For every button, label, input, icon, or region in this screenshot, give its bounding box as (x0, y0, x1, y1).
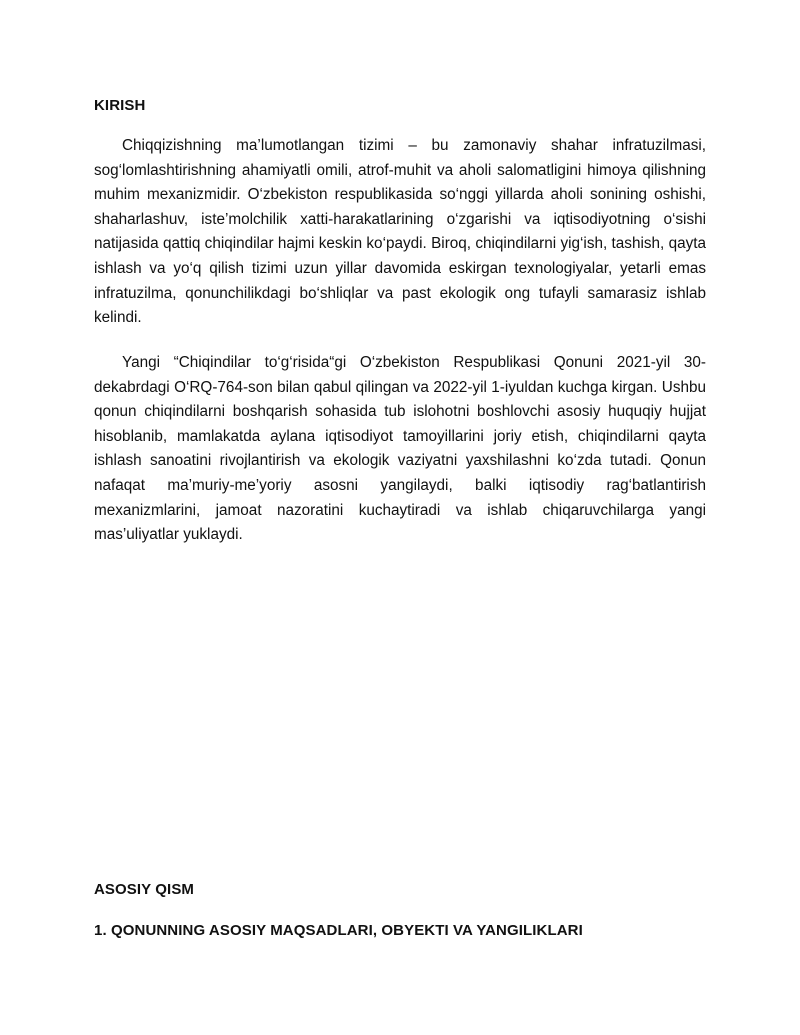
intro-paragraph-1: Chiqqizishning ma’lumotlangan tizimi – bu zamonaviy shahar infratuzilmasi, sog‘lomlashtirishning ahamiyatli omili, atrof-muhit va aholi salomatligini himoya qilishning muhim mexanizmidir. O‘zbekiston respublikasida so‘nggi yillarda aholi sonining oshishi, shaharlashuv, iste’molchilik xatti-harakatlarining o‘zgarishi va iqtisodiyotning o‘sishi natijasida qattiq chiqindilar hajmi keskin ko‘paydi. Biroq, chiqindilarni yig‘ish, tashish, qayta ishlash va yo‘q qilish tizimi uzun yillar davomida eskirgan texnologiyalar, yetarli emas infratuzilma, qonunchilikdagi bo‘shliqlar va past ekologik ong tufayli samarasiz ishlab kelindi. (94, 137, 706, 327)
intro-heading: KIRISH (94, 97, 146, 114)
main-part-heading: ASOSIY QISM (94, 881, 195, 898)
section-1-heading: 1. QONUNNING ASOSIY MAQSADLARI, OBYEKTI VA YANGILIKLARI (94, 922, 583, 939)
intro-paragraph-2: Yangi “Chiqindilar to‘g‘risida“gi O‘zbekiston Respublikasi Qonuni 2021-yil 30-dekabrdagi O‘RQ-764-son bilan qabul qilingan va 2022-yil 1-iyuldan kuchga kirgan. Ushbu qonun chiqindilarni boshqarish sohasida tub islohotni boshlovchi asosiy huquqiy hujjat hisoblanib, mamlakatda aylana iqtisodiyot tamoyillarini joriy etish, chiqindilarni qayta ishlash sanoatini rivojlantirish va ekologik vaziyatni yaxshilashni ko‘zda tutadi. Qonun nafaqat ma’muriy-me’yoriy asosni yangilaydi, balki iqtisodiy rag‘batlantirish mexanizmlarini, jamoat nazoratini kuchaytiradi va ishlab chiqaruvchilarga yangi mas’uliyatlar yuklaydi. (94, 354, 706, 544)
